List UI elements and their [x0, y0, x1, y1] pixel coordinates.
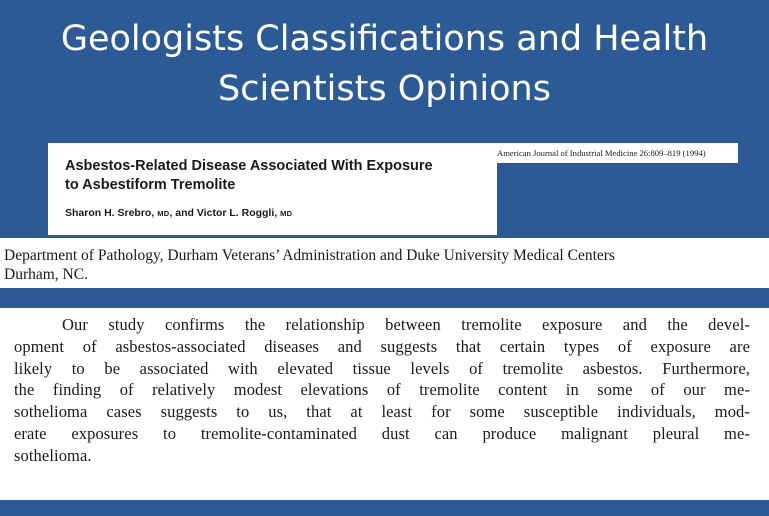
- paper-header-excerpt: [48, 143, 497, 235]
- author-affiliation: [0, 238, 769, 288]
- author-2-degree: MD: [280, 209, 293, 218]
- paper-authors: [65, 207, 292, 219]
- slide-title-line-2: Scientists Opinions: [218, 69, 551, 109]
- paper-title-line-1: Asbestos-Related Disease Associated With Exposure: [65, 158, 433, 174]
- slide-title-line-1: Geologists Classifications and Health: [60, 19, 709, 59]
- abstract-line: sothelioma.: [14, 445, 92, 465]
- author-1-name: Sharon H. Srebro,: [65, 207, 158, 219]
- journal-citation: American Journal of Industrial Medicine 26:809–819 (1994): [494, 143, 738, 163]
- affiliation-line-1: Department of Pathology, Durham Veterans’ Administration and Duke University Medical Centers: [4, 247, 615, 264]
- slide-title: [0, 14, 769, 114]
- abstract-line: Our study confirms the relationship between tremolite exposure and the devel-: [62, 315, 750, 334]
- author-1-degree: MD: [157, 209, 170, 218]
- author-separator: , and Victor L. Roggli,: [169, 207, 281, 219]
- abstract-line: the finding of relatively modest elevations of tremolite content in some of our me-: [14, 380, 750, 400]
- abstract-line: sothelioma cases suggests to us, that at least for some susceptible individuals, mod-: [14, 402, 750, 422]
- abstract-paragraph: [14, 314, 750, 467]
- abstract-line: likely to be associated with elevated tissue levels of tremolite asbestos. Furthermore,: [14, 358, 750, 378]
- affiliation-line-2: Durham, NC.: [4, 266, 88, 283]
- abstract-line: erate exposures to tremolite-contaminated dust can produce malignant pleural me-: [14, 423, 750, 443]
- abstract-excerpt: [0, 308, 769, 500]
- paper-title-line-2: to Asbestiform Tremolite: [65, 177, 236, 193]
- abstract-line: opment of asbestos-associated diseases and suggests that certain types of exposure are: [14, 336, 750, 356]
- paper-title: [65, 157, 493, 195]
